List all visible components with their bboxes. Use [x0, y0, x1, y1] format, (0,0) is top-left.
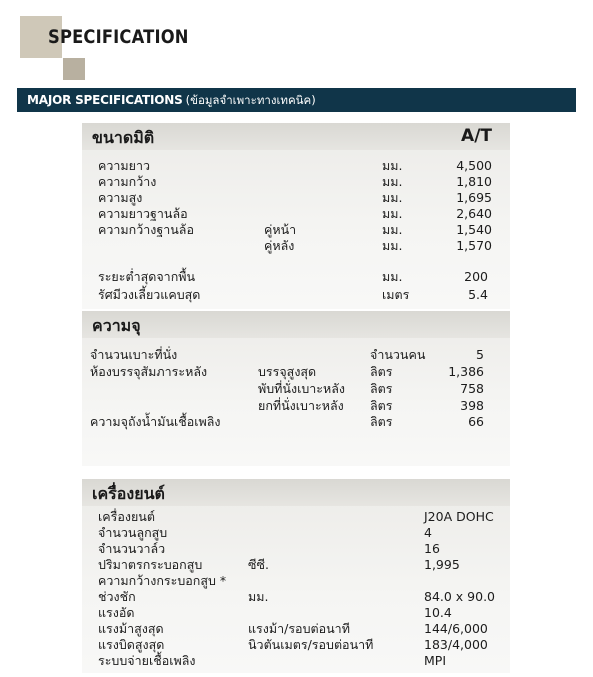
page-title: SPECIFICATION: [48, 26, 189, 48]
engine-value: 84.0 x 90.0: [424, 589, 496, 604]
capacity-value: 66: [468, 414, 484, 429]
logo-square-small: [63, 58, 85, 80]
dimensions-header: [82, 123, 510, 150]
engine-label: แรงอัด: [98, 605, 135, 620]
engine-section: [82, 479, 510, 673]
dimension-label: ความกว้างฐานล้อ: [98, 222, 194, 237]
capacity-unit: จำนวนคน: [370, 347, 426, 362]
capacity-value: 1,386: [448, 364, 484, 379]
banner-subtitle: (ข้อมูลจำเพาะทางเทคนิค): [185, 93, 316, 107]
engine-unit: ซีซี.: [248, 557, 269, 572]
dimension-value: 1,540: [456, 222, 492, 237]
section-banner: [17, 88, 576, 112]
engine-label: ระบบจ่ายเชื้อเพลิง: [98, 653, 196, 668]
dimension-unit: เมตร: [382, 287, 410, 302]
dimension-sublabel: คู่หลัง: [264, 238, 295, 253]
dimension-unit: มม.: [382, 206, 403, 221]
dimension-value: 1,695: [456, 190, 492, 205]
capacity-title: ความจุ: [92, 316, 141, 335]
dimension-value: 5.4: [468, 287, 488, 302]
capacity-sublabel: บรรจุสูงสุด: [258, 364, 317, 379]
capacity-unit: ลิตร: [370, 414, 393, 429]
engine-label: แรงม้าสูงสุด: [98, 621, 164, 636]
dimension-sublabel: คู่หน้า: [264, 222, 297, 237]
engine-label: จำนวนลูกสูบ: [98, 525, 168, 540]
capacity-section: [82, 311, 510, 466]
engine-unit: แรงม้า/รอบต่อนาที: [248, 621, 350, 636]
engine-label: เครื่องยนต์: [98, 509, 155, 524]
dimension-value: 1,570: [456, 238, 492, 253]
capacity-label: จำนวนเบาะที่นั่ง: [90, 347, 178, 362]
capacity-unit: ลิตร: [370, 398, 393, 413]
engine-value: 10.4: [424, 605, 452, 620]
engine-label: จำนวนวาล์ว: [98, 541, 166, 556]
engine-title: เครื่องยนต์: [92, 484, 165, 503]
capacity-label: ห้องบรรจุสัมภาระหลัง: [90, 364, 208, 379]
dimension-unit: มม.: [382, 238, 403, 253]
capacity-header: [82, 311, 510, 338]
engine-unit: มม.: [248, 589, 269, 604]
banner-title: MAJOR SPECIFICATIONS: [27, 93, 183, 107]
capacity-sublabel: พับที่นั่งเบาะหลัง: [258, 381, 346, 396]
dimension-unit: มม.: [382, 222, 403, 237]
engine-header: [82, 479, 510, 506]
dimensions-title: ขนาดมิติ: [92, 128, 155, 147]
dimension-unit: มม.: [382, 158, 403, 173]
capacity-unit: ลิตร: [370, 381, 393, 396]
dimensions-column-header: A/T: [461, 126, 492, 146]
capacity-value: 398: [460, 398, 484, 413]
dimension-unit: มม.: [382, 174, 403, 189]
dimension-label: ความสูง: [98, 190, 143, 205]
engine-value: J20A DOHC: [424, 509, 494, 524]
dimension-value: 200: [464, 269, 488, 284]
dimension-value: 2,640: [456, 206, 492, 221]
engine-label: ปริมาตรกระบอกสูบ: [98, 557, 203, 572]
capacity-sublabel: ยกที่นั่งเบาะหลัง: [258, 398, 344, 413]
engine-value: 1,995: [424, 557, 460, 572]
engine-label: แรงบิดสูงสุด: [98, 637, 165, 652]
engine-value: 183/4,000: [424, 637, 488, 652]
dimension-label: ความยาวฐานล้อ: [98, 206, 188, 221]
dimension-label: ความยาว: [98, 158, 151, 173]
engine-value: 4: [424, 525, 432, 540]
capacity-value: 758: [460, 381, 484, 396]
capacity-value: 5: [476, 347, 484, 362]
dimension-value: 1,810: [456, 174, 492, 189]
engine-label: ช่วงชัก: [98, 589, 136, 604]
dimension-label: ความกว้าง: [98, 174, 157, 189]
dimension-label: ระยะต่ำสุดจากพื้น: [98, 269, 196, 284]
engine-unit: นิวตันเมตร/รอบต่อนาที: [248, 637, 374, 652]
dimension-value: 4,500: [456, 158, 492, 173]
capacity-unit: ลิตร: [370, 364, 393, 379]
engine-value: 16: [424, 541, 440, 556]
dimension-unit: มม.: [382, 190, 403, 205]
engine-value: MPI: [424, 653, 447, 668]
engine-label: ความกว้างกระบอกสูบ *: [98, 573, 227, 588]
capacity-label: ความจุถังน้ำมันเชื้อเพลิง: [90, 414, 221, 429]
engine-value: 144/6,000: [424, 621, 488, 636]
dimension-label: รัศมีวงเลี้ยวแคบสุด: [98, 287, 201, 302]
dimension-unit: มม.: [382, 269, 403, 284]
dimensions-section: [82, 123, 510, 309]
